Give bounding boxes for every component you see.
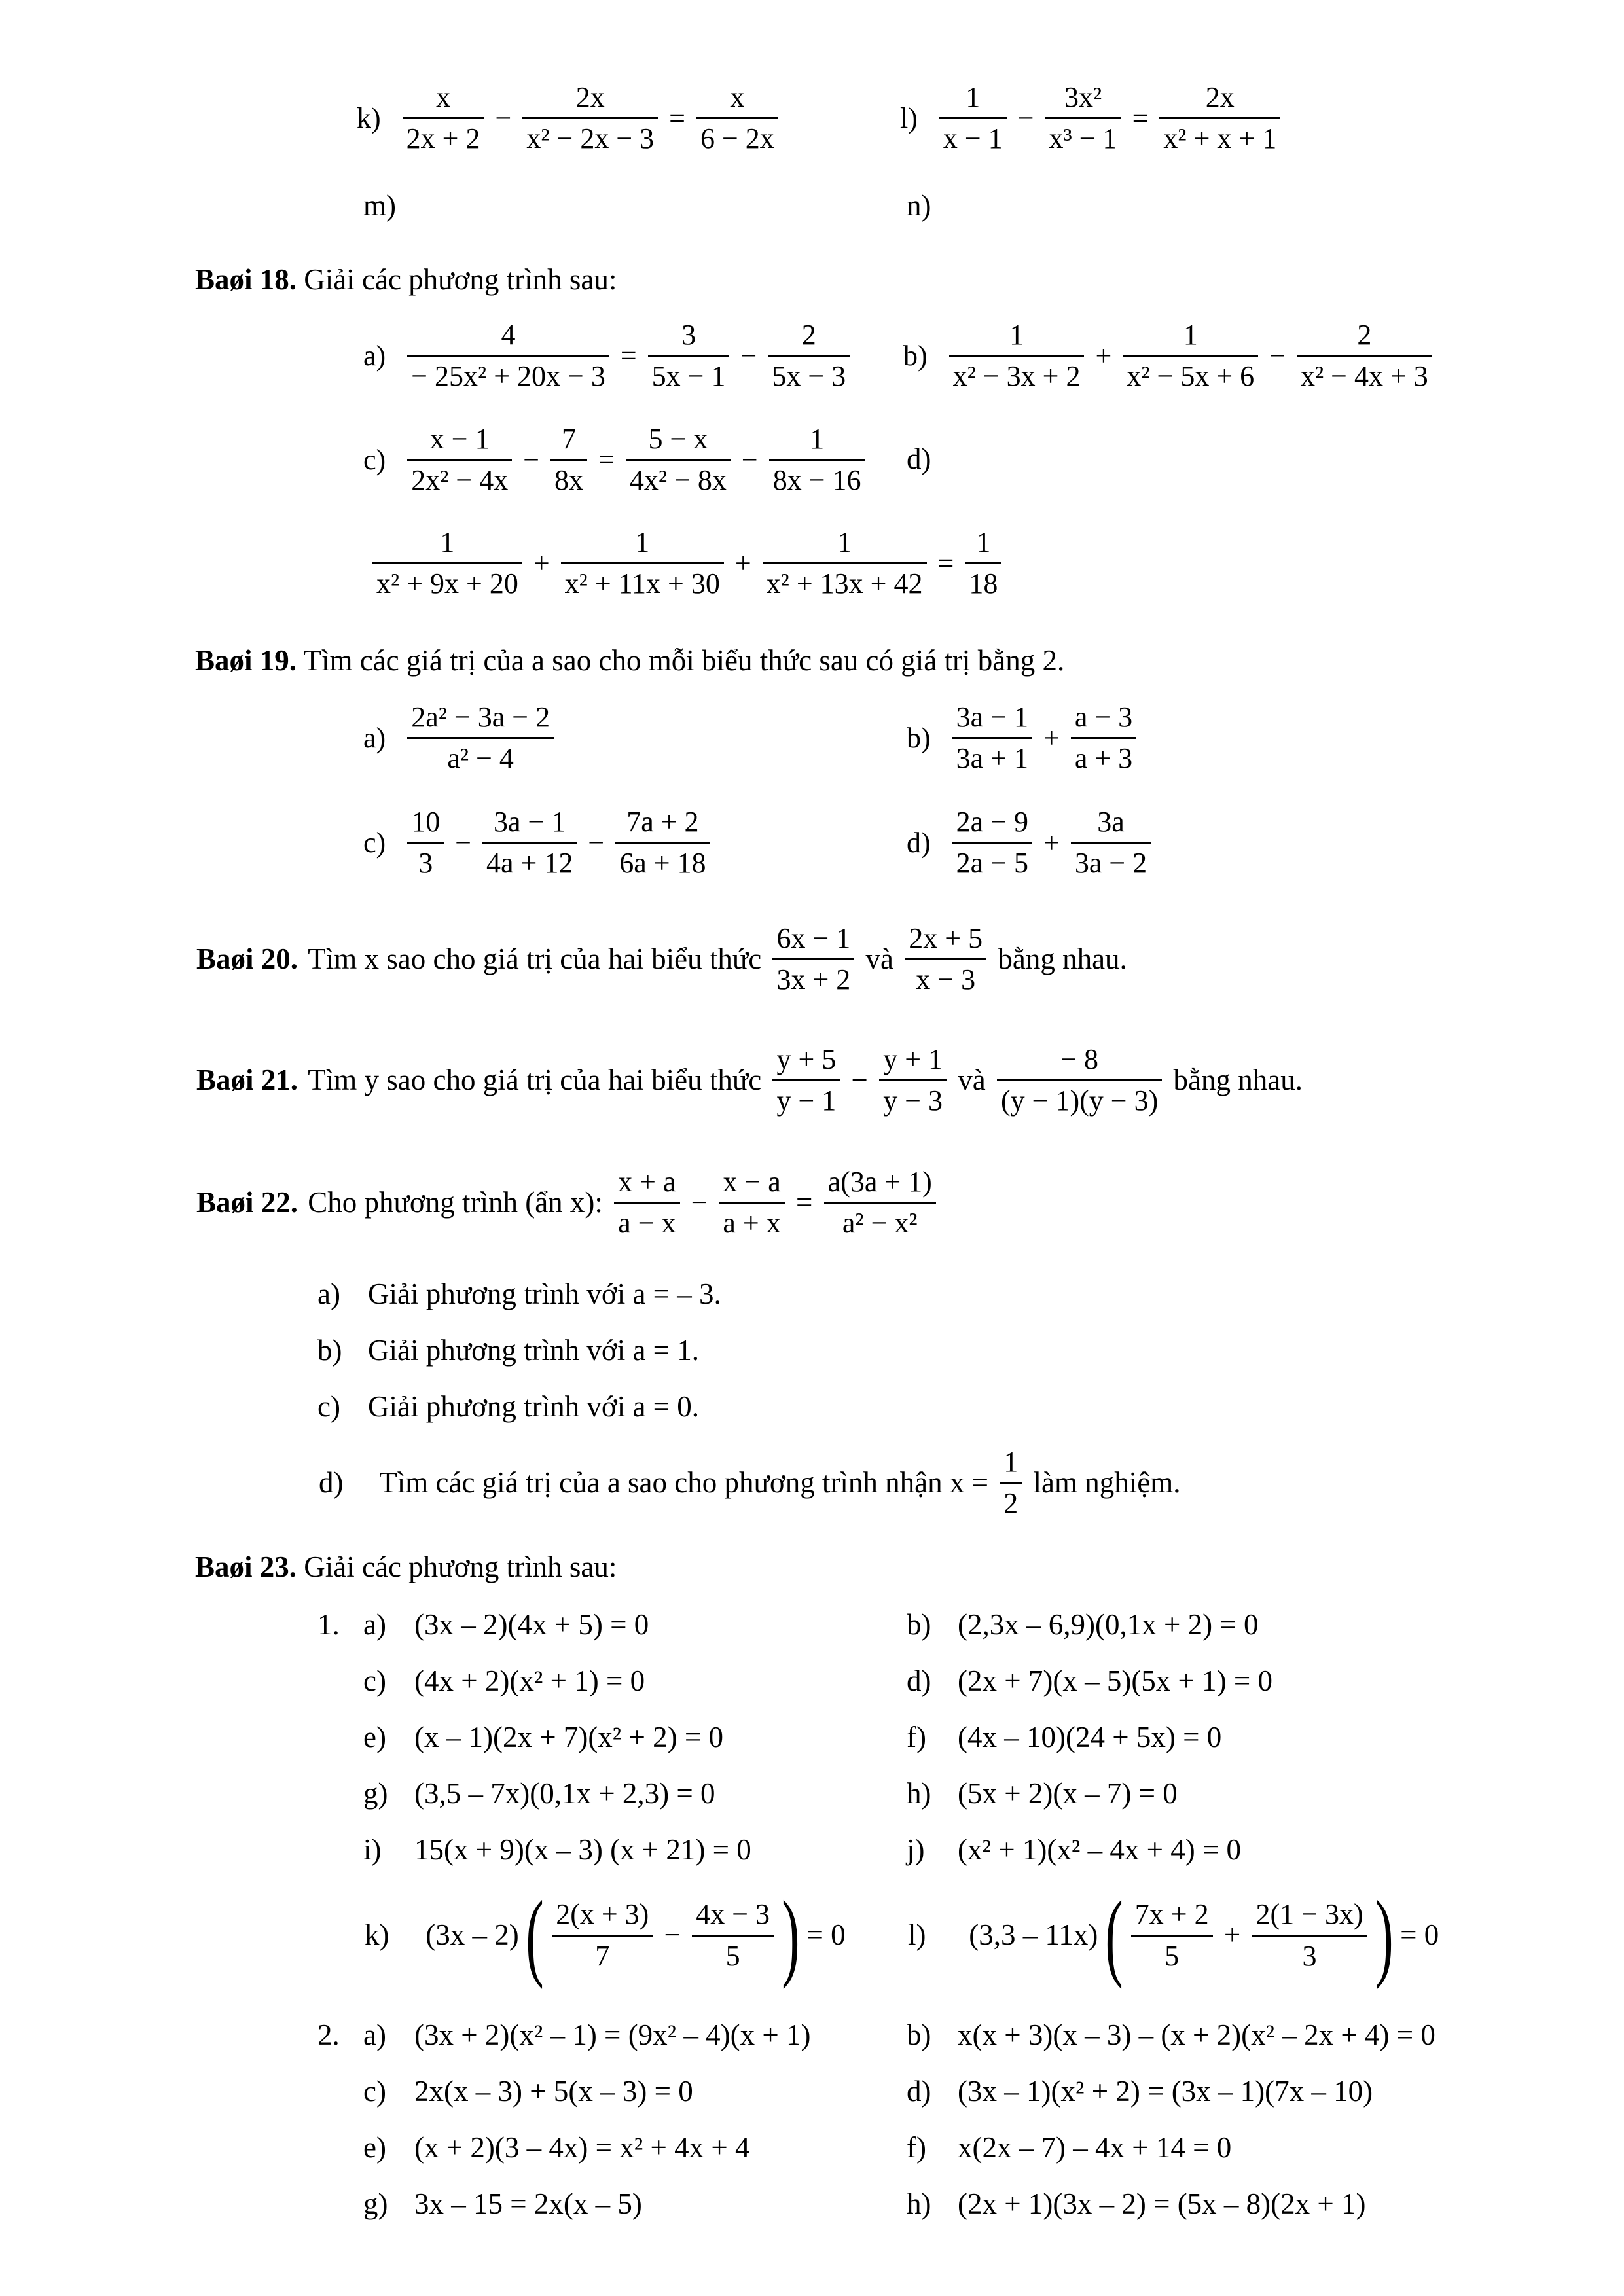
equation-item: a) (3x – 2)(4x + 5) = 0 — [363, 1608, 649, 1641]
exercise-title: Baøi 23. — [195, 1551, 297, 1583]
fraction: $\frac{1}{8x - 16}$ — [769, 423, 865, 497]
ex23-l: l) (3,3 – 11x) ( $\frac{7x + 2}{5}$ + $\frac{2(1 - 3x)}{3}$ ) = 0 — [908, 1881, 1439, 1990]
fraction: $\frac{1}{2}$ — [1000, 1446, 1022, 1520]
ex22-d: d) Tìm các giá trị của a sao cho phương trình nhận x = $\frac{1}{2}$ làm nghiệm. — [319, 1446, 1181, 1520]
equation-item: b) (2,3x – 6,9)(0,1x + 2) = 0 — [907, 1608, 1259, 1641]
fraction: $\frac{7x + 2}{5}$ — [1131, 1899, 1213, 1972]
fraction: $\frac{2x}{\text{x² − 2x − 3}}$ — [522, 82, 658, 155]
fraction: $\frac{x - a}{a + x}$ — [719, 1166, 784, 1240]
fraction: $\frac{2}{5x - 3}$ — [768, 319, 850, 393]
exercise-title: Baøi 22. — [196, 1186, 298, 1219]
exercise-title: Baøi 21. — [196, 1064, 298, 1097]
exercise-title: Baøi 19. — [195, 644, 297, 677]
fraction: $\frac{2a - 9}{2a - 5}$ — [952, 806, 1032, 880]
ex19-heading — [195, 645, 1064, 677]
list-item: a) Giải phương trình với a = – 3. — [317, 1278, 721, 1310]
ex17-n-label: n) — [907, 189, 931, 222]
equation-item: b) x(x + 3)(x – 3) – (x + 2)(x² – 2x + 4) = 0 — [907, 2018, 1435, 2051]
fraction: $\frac{2x}{\text{x² + x + 1}}$ — [1159, 82, 1280, 155]
ex18-d-equation: $\frac{1}{\text{x² + 9x + 20}}$ + $\frac{1}{\text{x² + 11x + 30}}$ + $\frac{1}{\text{x² + 13x + 42}}$ = $\frac{1}{18}$ — [370, 527, 1004, 600]
equation-item: d) (2x + 7)(x – 5)(5x + 1) = 0 — [907, 1664, 1273, 1697]
ex21: Baøi 21. Tìm y sao cho giá trị của hai biểu thức $\frac{y + 5}{y - 1}$ − $\frac{y + 1}{y - 3}$ và $\frac{- 8}{(y - 1)(y - 3)}$ bằng nhau. — [196, 1043, 1303, 1117]
fraction: $\frac{1}{18}$ — [965, 527, 1001, 600]
fraction: $\frac{4x - 3}{5}$ — [692, 1899, 774, 1972]
fraction: $\frac{3a}{3a - 2}$ — [1071, 806, 1151, 880]
equation-item: c) (4x + 2)(x² + 1) = 0 — [363, 1664, 645, 1697]
fraction: $\frac{x}{2x + 2}$ — [403, 82, 484, 155]
ex23-k: k) (3x – 2) ( $\frac{2(x + 3)}{7}$ − $\frac{4x - 3}{5}$ ) = 0 — [365, 1881, 846, 1990]
ex17-k: k) $\frac{x}{2x + 2}$ − $\frac{2x}{\text{x² − 2x − 3}}$ = $\frac{x}{6 - 2x}$ — [357, 82, 781, 155]
ex18-d-label: d) — [907, 442, 931, 475]
ex19-d: d) $\frac{2a - 9}{2a - 5}$ + $\frac{3a}{3a - 2}$ — [907, 806, 1153, 880]
fraction: $\frac{1}{\text{x² + 9x + 20}}$ — [372, 527, 522, 600]
fraction: $\frac{4}{\text{− 25x² + 20x − 3}}$ — [407, 319, 609, 393]
ex19-b: b) $\frac{3a - 1}{3a + 1}$ + $\frac{a - 3}{a + 3}$ — [907, 702, 1139, 775]
equation-item: a) (3x + 2)(x² – 1) = (9x² – 4)(x + 1) — [363, 2018, 811, 2051]
equation-item: j) (x² + 1)(x² – 4x + 4) = 0 — [907, 1833, 1242, 1866]
ex19-c: c) $\frac{10}{3}$ − $\frac{3a - 1}{4a + 12}$ − $\frac{7a + 2}{6a + 18}$ — [363, 806, 713, 880]
list-item: b) Giải phương trình với a = 1. — [317, 1334, 700, 1367]
ex20: Baøi 20. Tìm x sao cho giá trị của hai biểu thức $\frac{6x - 1}{3x + 2}$ và $\frac{2x + 5}{x - 3}$ bằng nhau. — [196, 922, 1127, 996]
fraction: $\frac{2}{\text{x² − 4x + 3}}$ — [1297, 319, 1432, 393]
ex18-b: b) $\frac{1}{\text{x² − 3x + 2}}$ + $\frac{1}{\text{x² − 5x + 6}}$ − $\frac{2}{\text{x² − 4x + 3}}$ — [903, 319, 1435, 393]
equation-item: c) 2x(x – 3) + 5(x – 3) = 0 — [363, 2075, 693, 2108]
exercise-instruction: Tìm các giá trị của a sao cho mỗi biểu thức sau có giá trị bằng 2. — [303, 644, 1065, 677]
equation-item: h) (5x + 2)(x – 7) = 0 — [907, 1777, 1178, 1810]
part-number: 1. — [317, 1608, 340, 1641]
equation-item: h) (2x + 1)(3x – 2) = (5x – 8)(2x + 1) — [907, 2187, 1366, 2220]
part-number: 2. — [317, 2018, 340, 2051]
fraction: $\frac{6x - 1}{3x + 2}$ — [772, 923, 854, 996]
ex19-a: a) $\frac{\text{2a² − 3a − 2}}{\text{a² − 4}}$ — [363, 702, 556, 775]
fraction: $\frac{\text{3x²}}{\text{x³ − 1}}$ — [1045, 82, 1121, 155]
ex18-heading — [195, 264, 617, 296]
fraction: $\frac{2(1 - 3x)}{3}$ — [1252, 1899, 1367, 1972]
fraction: $\frac{a(3a + 1)}{\text{a² − x²}}$ — [824, 1166, 936, 1240]
fraction: $\frac{10}{3}$ — [407, 806, 444, 880]
fraction: $\frac{1}{\text{x² + 13x + 42}}$ — [763, 527, 927, 600]
ex22-heading: Baøi 22. Cho phương trình (ẩn x): $\frac{x + a}{a - x}$ − $\frac{x - a}{a + x}$ = $\frac{a(3a + 1)}{\text{a² − x²}}$ — [195, 1166, 939, 1240]
fraction: $\frac{3}{5x - 1}$ — [648, 319, 730, 393]
ex23-heading — [195, 1551, 617, 1584]
equation-item: d) (3x – 1)(x² + 2) = (3x – 1)(7x – 10) — [907, 2075, 1373, 2108]
fraction: $\frac{x + a}{a - x}$ — [614, 1166, 679, 1240]
equation-item: e) (x – 1)(2x + 7)(x² + 2) = 0 — [363, 1721, 724, 1753]
fraction: $\frac{a - 3}{a + 3}$ — [1071, 702, 1136, 775]
fraction: $\frac{3a - 1}{4a + 12}$ — [482, 806, 577, 880]
fraction: $\frac{x}{6 - 2x}$ — [696, 82, 778, 155]
fraction: $\frac{1}{x - 1}$ — [939, 82, 1007, 155]
fraction: $\frac{- 8}{(y - 1)(y - 3)}$ — [997, 1044, 1162, 1117]
fraction: $\frac{5 - x}{\text{4x² − 8x}}$ — [626, 423, 731, 497]
exercise-title: Baøi 20. — [196, 942, 298, 976]
fraction: $\frac{\text{2a² − 3a − 2}}{\text{a² − 4}}$ — [407, 702, 554, 775]
fraction: $\frac{1}{\text{x² − 3x + 2}}$ — [949, 319, 1085, 393]
fraction: $\frac{2(x + 3)}{7}$ — [552, 1899, 653, 1972]
exercise-title: Baøi 18. — [195, 263, 297, 296]
exercise-instruction: Giải các phương trình sau: — [304, 1551, 617, 1583]
ex18-a: a) $\frac{4}{\text{− 25x² + 20x − 3}}$ = $\frac{3}{5x - 1}$ − $\frac{2}{5x - 3}$ — [363, 319, 852, 393]
equation-item: f) (4x – 10)(24 + 5x) = 0 — [907, 1721, 1222, 1753]
exercise-instruction: Giải các phương trình sau: — [304, 263, 617, 296]
fraction: $\frac{y + 1}{y - 3}$ — [879, 1044, 947, 1117]
ex17-l: l) $\frac{1}{x - 1}$ − $\frac{\text{3x²}}{\text{x³ − 1}}$ = $\frac{2x}{\text{x² + x + 1}}$ — [900, 82, 1283, 155]
fraction: $\frac{3a - 1}{3a + 1}$ — [952, 702, 1032, 775]
fraction: $\frac{2x + 5}{x - 3}$ — [905, 923, 986, 996]
fraction: $\frac{x - 1}{\text{2x² − 4x}}$ — [407, 423, 512, 497]
ex18-c: c) $\frac{x - 1}{\text{2x² − 4x}}$ − $\frac{7}{8x}$ = $\frac{5 - x}{\text{4x² − 8x}}$ − $\frac{1}{8x - 16}$ — [363, 423, 868, 497]
fraction: $\frac{1}{\text{x² + 11x + 30}}$ — [561, 527, 724, 600]
list-item: c) Giải phương trình với a = 0. — [317, 1390, 700, 1423]
equation-item: g) 3x – 15 = 2x(x – 5) — [363, 2187, 642, 2220]
equation-item: f) x(2x – 7) – 4x + 14 = 0 — [907, 2131, 1232, 2164]
fraction: $\frac{7}{8x}$ — [550, 423, 587, 497]
equation-item: g) (3,5 – 7x)(0,1x + 2,3) = 0 — [363, 1777, 715, 1810]
ex17-m-label: m) — [363, 189, 396, 222]
equation-item: i) 15(x + 9)(x – 3) (x + 21) = 0 — [363, 1833, 751, 1866]
fraction: $\frac{7a + 2}{6a + 18}$ — [615, 806, 710, 880]
equation-item: e) (x + 2)(3 – 4x) = x² + 4x + 4 — [363, 2131, 750, 2164]
fraction: $\frac{1}{\text{x² − 5x + 6}}$ — [1123, 319, 1258, 393]
fraction: $\frac{y + 5}{y - 1}$ — [772, 1044, 840, 1117]
